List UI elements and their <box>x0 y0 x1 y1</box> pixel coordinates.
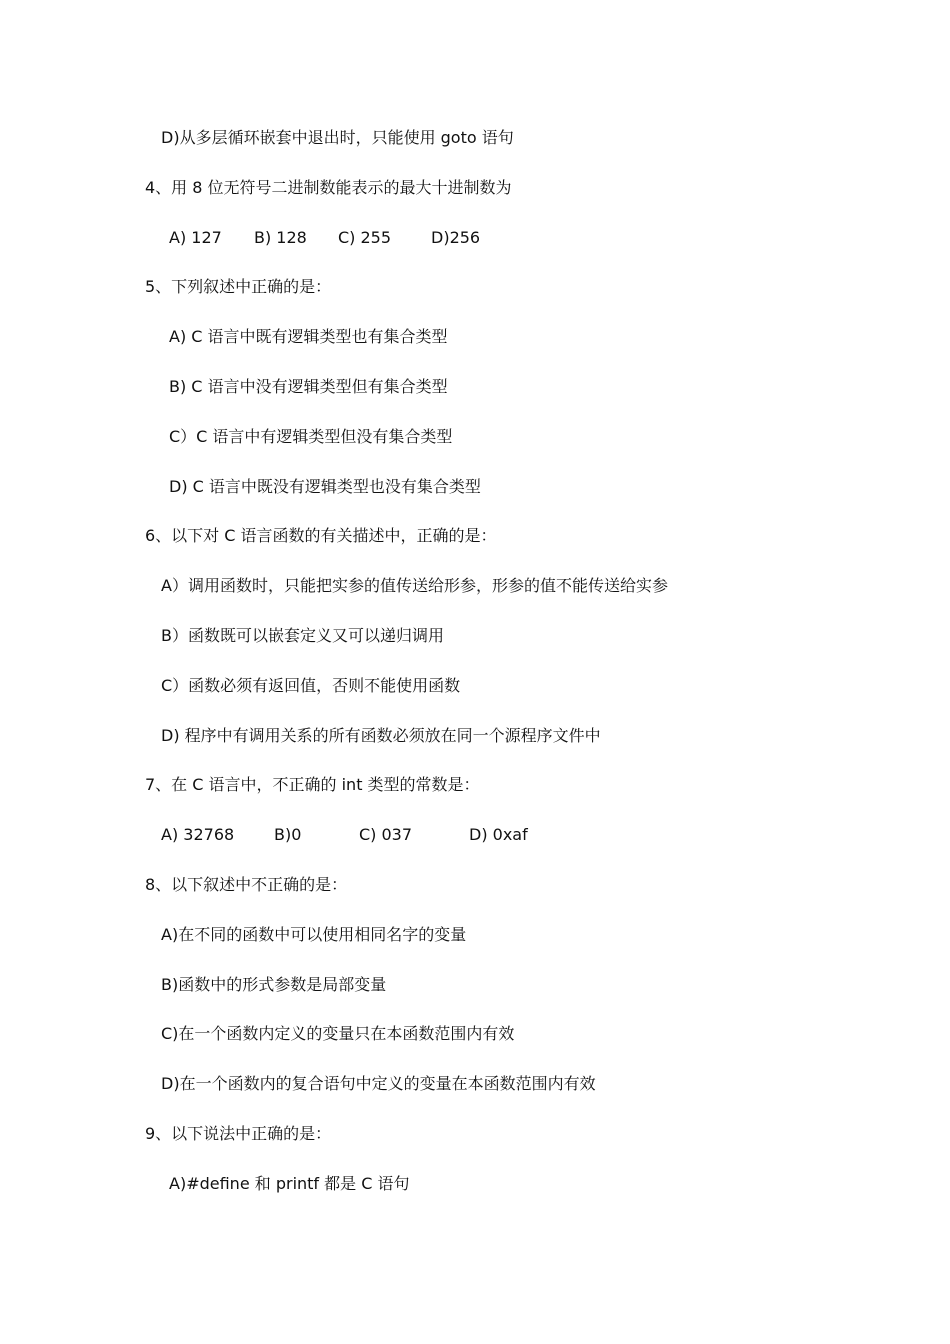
q6-option-d: D) 程序中有调用关系的所有函数必须放在同一个源程序文件中 <box>161 726 601 745</box>
q4-options-row <box>169 227 480 249</box>
q5-option-a: A) C 语言中既有逻辑类型也有集合类型 <box>169 327 448 346</box>
q4-option-b: B) 128 <box>254 228 307 247</box>
q5-option-c: C）C 语言中有逻辑类型但没有集合类型 <box>169 427 453 446</box>
q4-option-d: D)256 <box>431 228 481 247</box>
q6-option-a: A）调用函数时，只能把实参的值传送给形参，形参的值不能传送给实参 <box>161 576 668 595</box>
q3-option-d: D)从多层循环嵌套中退出时，只能使用 goto 语句 <box>161 128 514 147</box>
q7-option-b: B)0 <box>274 825 302 844</box>
question-7: 7、在 C 语言中，不正确的 int 类型的常数是： <box>145 775 480 794</box>
q7-option-d: D) 0xaf <box>469 825 528 844</box>
question-5: 5、下列叙述中正确的是： <box>145 277 332 296</box>
q7-option-a: A) 32768 <box>161 825 235 844</box>
q8-option-b: B)函数中的形式参数是局部变量 <box>161 975 387 994</box>
q8-option-d: D)在一个函数内的复合语句中定义的变量在本函数范围内有效 <box>161 1074 596 1093</box>
q5-option-b: B) C 语言中没有逻辑类型但有集合类型 <box>169 377 448 396</box>
q6-option-b: B）函数既可以嵌套定义又可以递归调用 <box>161 626 444 645</box>
q7-options-row <box>161 824 528 846</box>
q7-option-c: C) 037 <box>359 825 413 844</box>
q8-option-c: C)在一个函数内定义的变量只在本函数范围内有效 <box>161 1024 515 1043</box>
q6-option-c: C）函数必须有返回值，否则不能使用函数 <box>161 676 461 695</box>
question-4: 4、用 8 位无符号二进制数能表示的最大十进制数为 <box>145 178 512 197</box>
q5-option-d: D) C 语言中既没有逻辑类型也没有集合类型 <box>169 477 481 496</box>
q8-option-a: A)在不同的函数中可以使用相同名字的变量 <box>161 925 467 944</box>
q4-option-c: C) 255 <box>338 228 392 247</box>
question-6: 6、以下对 C 语言函数的有关描述中，正确的是： <box>145 526 497 545</box>
question-8: 8、以下叙述中不正确的是： <box>145 875 348 894</box>
question-9: 9、以下说法中正确的是： <box>145 1124 332 1143</box>
q4-option-a: A) 127 <box>169 228 222 247</box>
q9-option-a: A)#define 和 printf 都是 C 语句 <box>169 1174 410 1193</box>
